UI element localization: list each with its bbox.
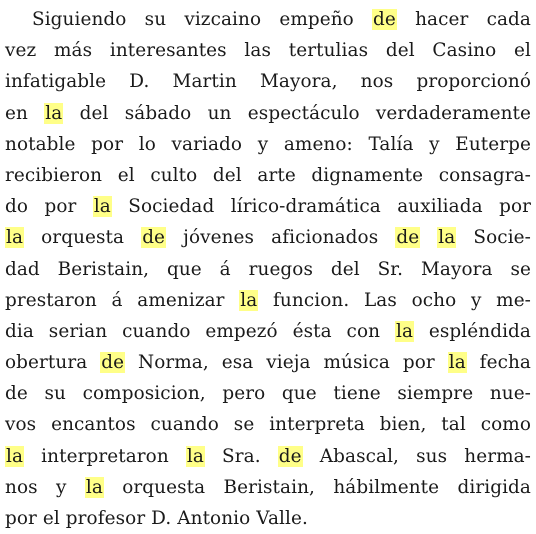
highlighted-word: la	[6, 227, 24, 249]
text-run: dad Beristain, que á ruegos del Sr. Mayora se	[5, 258, 531, 280]
text-line	[5, 347, 531, 378]
text-run: vos encantos cuando se interpreta bien, tal como	[5, 414, 531, 436]
text-run: Norma, esa vieja música por	[125, 352, 448, 374]
text-run: notable por lo variado y ameno: Talía y Euterpe	[5, 133, 531, 155]
highlighted-word: de	[142, 227, 166, 249]
text-line	[5, 285, 531, 316]
highlighted-word: la	[93, 196, 111, 218]
text-line	[5, 160, 531, 191]
text-run: del sábado un espectáculo verdaderamente	[63, 102, 531, 124]
highlighted-word: la	[395, 320, 414, 342]
text-run: Socie-	[456, 227, 531, 249]
text-line	[5, 503, 531, 534]
text-run: orquesta Beristain, hábilmente dirigida	[103, 476, 531, 498]
text-line	[5, 4, 531, 35]
text-line	[5, 66, 531, 97]
text-line	[5, 222, 531, 253]
highlighted-word: la	[186, 445, 204, 467]
text-run: nos y	[5, 476, 85, 498]
text-run: Siguiendo su vizcaino empeño	[32, 9, 373, 30]
highlighted-word: la	[6, 445, 24, 467]
highlighted-word: de	[396, 227, 420, 249]
text-run	[420, 227, 437, 248]
highlighted-word: la	[240, 289, 258, 311]
text-run: prestaron á amenizar	[5, 289, 240, 311]
highlighted-word: de	[278, 445, 302, 467]
text-run: en	[5, 102, 45, 124]
highlighted-word: la	[448, 352, 466, 374]
text-run: infatigable D. Martin Mayora, nos proporcionó	[5, 71, 531, 93]
text-line	[5, 98, 531, 129]
text-line	[5, 472, 531, 503]
text-run: Sra.	[204, 445, 278, 467]
text-run: fecha	[466, 352, 531, 374]
text-line	[5, 378, 531, 409]
text-run: Abascal, sus herma-	[302, 445, 531, 467]
highlighted-word: de	[101, 352, 125, 374]
text-run: por el profesor D. Antonio Valle.	[5, 508, 308, 529]
text-run: do por	[5, 196, 93, 218]
text-run: funcion. Las ocho y me-	[258, 289, 531, 311]
text-line	[5, 409, 531, 440]
text-line	[5, 316, 531, 347]
text-run: hacer cada	[396, 9, 531, 30]
text-run: jóvenes aficionados	[166, 227, 396, 249]
text-run: dia serian cuando empezó ésta con	[5, 320, 395, 342]
text-run: interpretaron	[24, 445, 186, 467]
text-run: espléndida	[414, 320, 531, 342]
article-paragraph	[5, 4, 531, 534]
text-line	[5, 35, 531, 66]
text-line	[5, 191, 531, 222]
highlighted-word: la	[438, 227, 456, 249]
text-run: de su composicion, pero que tiene siempre nue-	[5, 383, 531, 405]
text-run: orquesta	[24, 227, 142, 249]
text-run: vez más interesantes las tertulias del Casino el	[5, 40, 531, 62]
text-line	[5, 129, 531, 160]
text-run: recibieron el culto del arte dignamente consagra-	[5, 164, 531, 186]
text-line	[5, 254, 531, 285]
text-run: Sociedad lírico-dramática auxiliada por	[111, 196, 532, 218]
text-line	[5, 441, 531, 472]
highlighted-word: la	[85, 476, 103, 498]
highlighted-word: la	[45, 102, 63, 124]
highlighted-word: de	[373, 9, 396, 30]
text-run: obertura	[5, 352, 101, 374]
